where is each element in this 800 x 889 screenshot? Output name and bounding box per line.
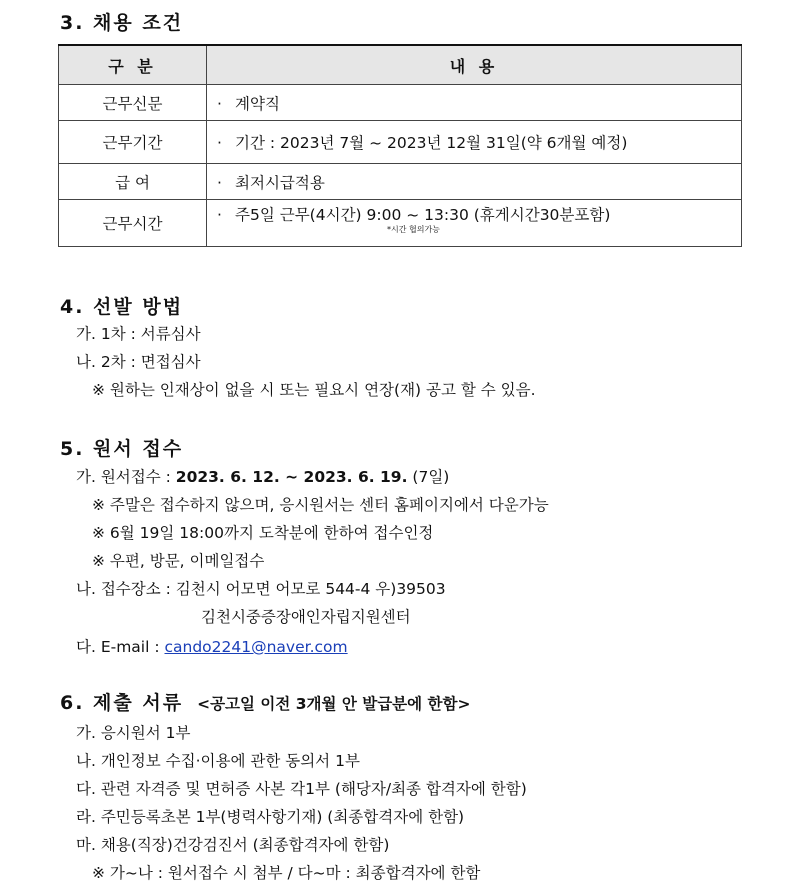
row-label: 근무시간 — [59, 200, 207, 247]
s5-note-3: ※ 우편, 방문, 이메일접수 — [92, 552, 265, 570]
email-link[interactable]: cando2241@naver.com — [164, 638, 348, 656]
row-value: · 주5일 근무(4시간) 9:00 ~ 13:30 (휴게시간30분포함) *시간 협의가능 — [207, 200, 742, 247]
section-4-title: 4. 선발 방법 — [60, 296, 184, 318]
row-label: 근무기간 — [59, 121, 207, 164]
s6-item: 가. 응시원서 1부 — [76, 724, 191, 742]
table-row — [59, 200, 742, 247]
section-3-title: 3. 채용 조건 — [60, 12, 184, 34]
s4-item-b: 나. 2차 : 면접심사 — [76, 353, 201, 371]
row-value: · 기간 : 2023년 7월 ~ 2023년 12월 31일(약 6개월 예정) — [207, 121, 742, 164]
table-row — [59, 164, 742, 200]
row-value: · 최저시급적용 — [207, 164, 742, 200]
s6-item: 나. 개인정보 수집·이용에 관한 동의서 1부 — [76, 752, 360, 770]
section-5-title: 5. 원서 접수 — [60, 438, 184, 460]
table-header-category: 구 분 — [59, 45, 207, 85]
s4-note: ※ 원하는 인재상이 없을 시 또는 필요시 연장(재) 공고 할 수 있음. — [92, 381, 536, 399]
s4-item-a: 가. 1차 : 서류심사 — [76, 325, 201, 343]
s6-item: 마. 채용(직장)건강검진서 (최종합격자에 한함) — [76, 836, 390, 854]
row-value: · 계약직 — [207, 85, 742, 121]
hours-note: *시간 협의가능 — [387, 225, 440, 234]
row-label: 급 여 — [59, 164, 207, 200]
row-label: 근무신문 — [59, 85, 207, 121]
s5-note-1: ※ 주말은 접수하지 않으며, 응시원서는 센터 홈페이지에서 다운가능 — [92, 496, 549, 514]
conditions-table — [58, 44, 742, 247]
s6-note: ※ 가~나 : 원서접수 시 첨부 / 다~마 : 최종합격자에 한함 — [92, 864, 481, 882]
s5-item-b: 나. 접수장소 : 김천시 어모면 어모로 544-4 우)39503 — [76, 580, 446, 598]
s5-item-c: 다. E-mail : cando2241@naver.com — [76, 638, 348, 656]
s5-item-a: 가. 원서접수 : 2023. 6. 12. ~ 2023. 6. 19. (7일) — [76, 468, 450, 486]
section-6-title: 6. 제출 서류 <공고일 이전 3개월 안 발급분에 한함> — [60, 692, 471, 714]
s5-note-2: ※ 6월 19일 18:00까지 도착분에 한하여 접수인정 — [92, 524, 434, 542]
table-row — [59, 85, 742, 121]
table-header-content: 내 용 — [207, 45, 742, 85]
table-row — [59, 121, 742, 164]
s6-item: 라. 주민등록초본 1부(병력사항기재) (최종합격자에 한함) — [76, 808, 465, 826]
s5-item-b-org: 김천시중증장애인자립지원센터 — [201, 608, 411, 626]
s6-item: 다. 관련 자격증 및 면허증 사본 각1부 (해당자/최종 합격자에 한함) — [76, 780, 527, 798]
